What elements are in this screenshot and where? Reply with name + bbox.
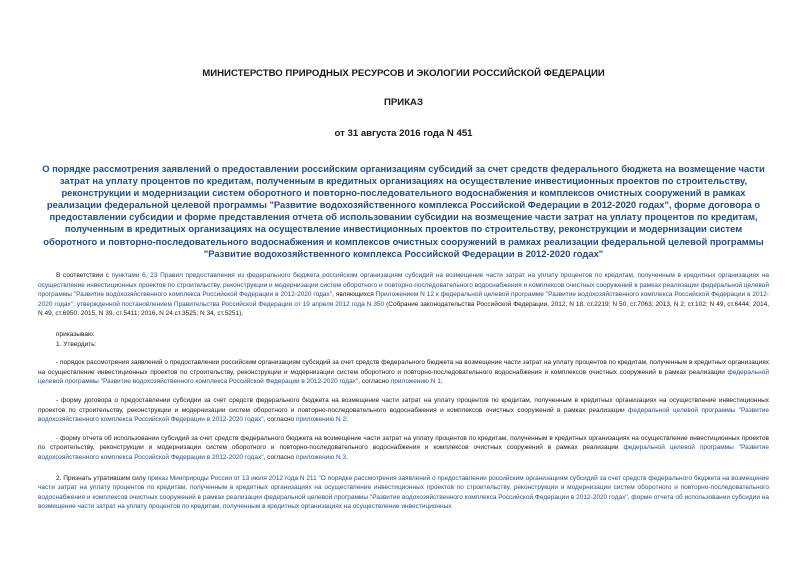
- preamble-paragraph: [38, 271, 769, 319]
- dash2-text: - форму договора о предоставлении субсидии за счет средств федерального бюджета на возмещение части затрат на уплату процентов по кредитам, полученным в кредитных организациях на осуществление инвестиционных проектов по строительству, реконструкции и модернизации систем оборотного и повторно-последовательного водоснабжения и комплексов очистных сооружений в рамках реализации: [38, 396, 769, 414]
- item2-text: 2. Признать утратившим силу: [56, 474, 148, 482]
- dash1-text-3: ;: [440, 378, 443, 386]
- dash1-text: - порядок рассмотрения заявлений о предоставлении российским организациям субсидий за счет средств федерального бюджета на возмещение части затрат на уплату процентов по кредитам, полученным в кредитных организациях на осуществление инвестиционных проектов по строительству, реконструкции и модернизации систем оборотного и повторно-последовательного водоснабжения и комплексов очистных сооружений в рамках реализации: [38, 359, 769, 376]
- order-word: приказываю:: [56, 330, 95, 338]
- rules-link[interactable]: пунктами 6, 23 Правил предоставления из федерального бюджета российским организациям субсидий на возмещение части затрат на уплату процентов по кредитам, полученным в кредитных организациях на осуществление инвестиционных проектов по строительству, реконструкции и модернизации систем оборотного и повторно-последовательного водоснабжения и комплексов очистных сооружений в рамках реализации федеральной целевой программы "Развитие водохозяйственного комплекса Российской Федерации в 2012-2020 годах": [38, 272, 769, 299]
- dash2-text-2: , согласно: [263, 416, 296, 424]
- preamble-text-4: (Собрание законодательства Российской Федерации, 2012, N 18, ст.2219; N 50, ст.7063; 2013, N 2, ст.102; N 49, ст.6444; 2014, N 49, ст.6950; 2015, N 39, ст.5411; 2016, N 24 ст.3525; N 34, ст.5251),: [38, 300, 770, 318]
- item-1: 1. Утвердить:: [56, 340, 97, 348]
- ministry-heading: МИНИСТЕРСТВО ПРИРОДНЫХ РЕСУРСОВ И ЭКОЛОГИИ РОССИЙСКОЙ ФЕДЕРАЦИИ: [202, 68, 605, 79]
- resolution-350-link[interactable]: , утвержденной постановлением Правительства Российской Федерации от 19 апреля 2012 года N 350: [73, 300, 385, 308]
- order-211-link[interactable]: приказ Минприроды России от 13 июля 2012 года N 211 "О порядке рассмотрения заявлений о предоставлении российским организациям субсидий за счет средств федерального бюджета на возмещение части затрат на уплату процентов по кредитам, полученным в кредитных организациях на осуществление инвестиционных проектов по строительству, реконструкции и модернизации систем оборотного и повторно-последовательного водоснабжения и комплексов очистных сооружений в рамках реализации федеральной целевой программы "Развитие водохозяйственного комплекса Российской Федерации в 2012-2020 годах", форме отчета об использовании субсидии на возмещение части затрат на уплату процентов по кредитам, полученным в кредитных организациях на осуществление инвестиционных: [38, 474, 769, 511]
- preamble-text-2: , являющихся: [332, 291, 376, 299]
- document-title: О порядке рассмотрения заявлений о предоставлении российским организациям субсидий за счет средств федерального бюджета на возмещение части затрат на уплату процентов по кредитам, полученным в кредитных организациях на осуществление инвестиционных проектов по строительству, реконструкции и модернизации систем оборотного и повторно-последовательного водоснабжения и комплексов очистных сооружений в рамках реализации федеральной целевой программы "Развитие водохозяйственного комплекса Российской Федерации в 2012-2020 годах", форме договора о предоставлении субсидии и форме представления отчета об использовании субсидии на возмещение части затрат на уплату процентов по кредитам, полученным в кредитных организациях на осуществление инвестиционных проектов по строительству, реконструкции и модернизации систем оборотного и повторно-последовательного водоснабжения и комплексов очистных сооружений в рамках реализации федеральной целевой программы "Развитие водохозяйственного комплекса Российской Федерации в 2012-2020 годах": [42, 163, 765, 259]
- document-date: от 31 августа 2016 года N 451: [334, 128, 473, 139]
- item-1-dash-2: [38, 396, 769, 425]
- document-body: [38, 271, 769, 512]
- dash3-text: - форму отчета об использовании субсидий за счет средств федерального бюджета на возмещение части затрат на уплату процентов по кредитам, полученным в кредитных организациях на осуществление инвестиционных проектов по строительству, реконструкции и модернизации систем оборотного и повторно-последовательного водоснабжения и комплексов очистных сооружений в рамках реализации: [38, 434, 769, 452]
- dash1-text-2: , согласно: [358, 378, 391, 386]
- appendix-12-link[interactable]: Приложением N 12 к федеральной целевой программе "Развитие водохозяйственного комплекса Российской Федерации в 2012-2020 годах": [38, 291, 769, 308]
- document-type: ПРИКАЗ: [384, 97, 423, 108]
- program-link[interactable]: федеральной целевой программы "Развитие водохозяйственного комплекса Российской Федерации в 2012-2020 годах": [38, 406, 769, 424]
- dash3-text-2: , согласно: [263, 453, 296, 461]
- dash3-text-3: .: [346, 453, 348, 461]
- program-link[interactable]: федеральной целевой программы "Развитие водохозяйственного комплекса Российской Федерации в 2012-2020 годах": [38, 444, 769, 461]
- appendix-3-link[interactable]: приложению N 3: [295, 453, 347, 461]
- preamble-text-1: В соответствии с: [56, 272, 112, 279]
- item-1-dash-3: [38, 434, 769, 463]
- item-1-dash-1: [38, 358, 769, 387]
- dash2-text-3: ;: [346, 416, 348, 424]
- program-link[interactable]: федеральной целевой программы "Развитие водохозяйственного комплекса Российской Федерации в 2012-2020 годах": [38, 368, 769, 386]
- item-2: [38, 474, 769, 512]
- appendix-1-link[interactable]: приложению N 1: [390, 378, 441, 386]
- appendix-2-link[interactable]: приложению N 2: [295, 416, 347, 424]
